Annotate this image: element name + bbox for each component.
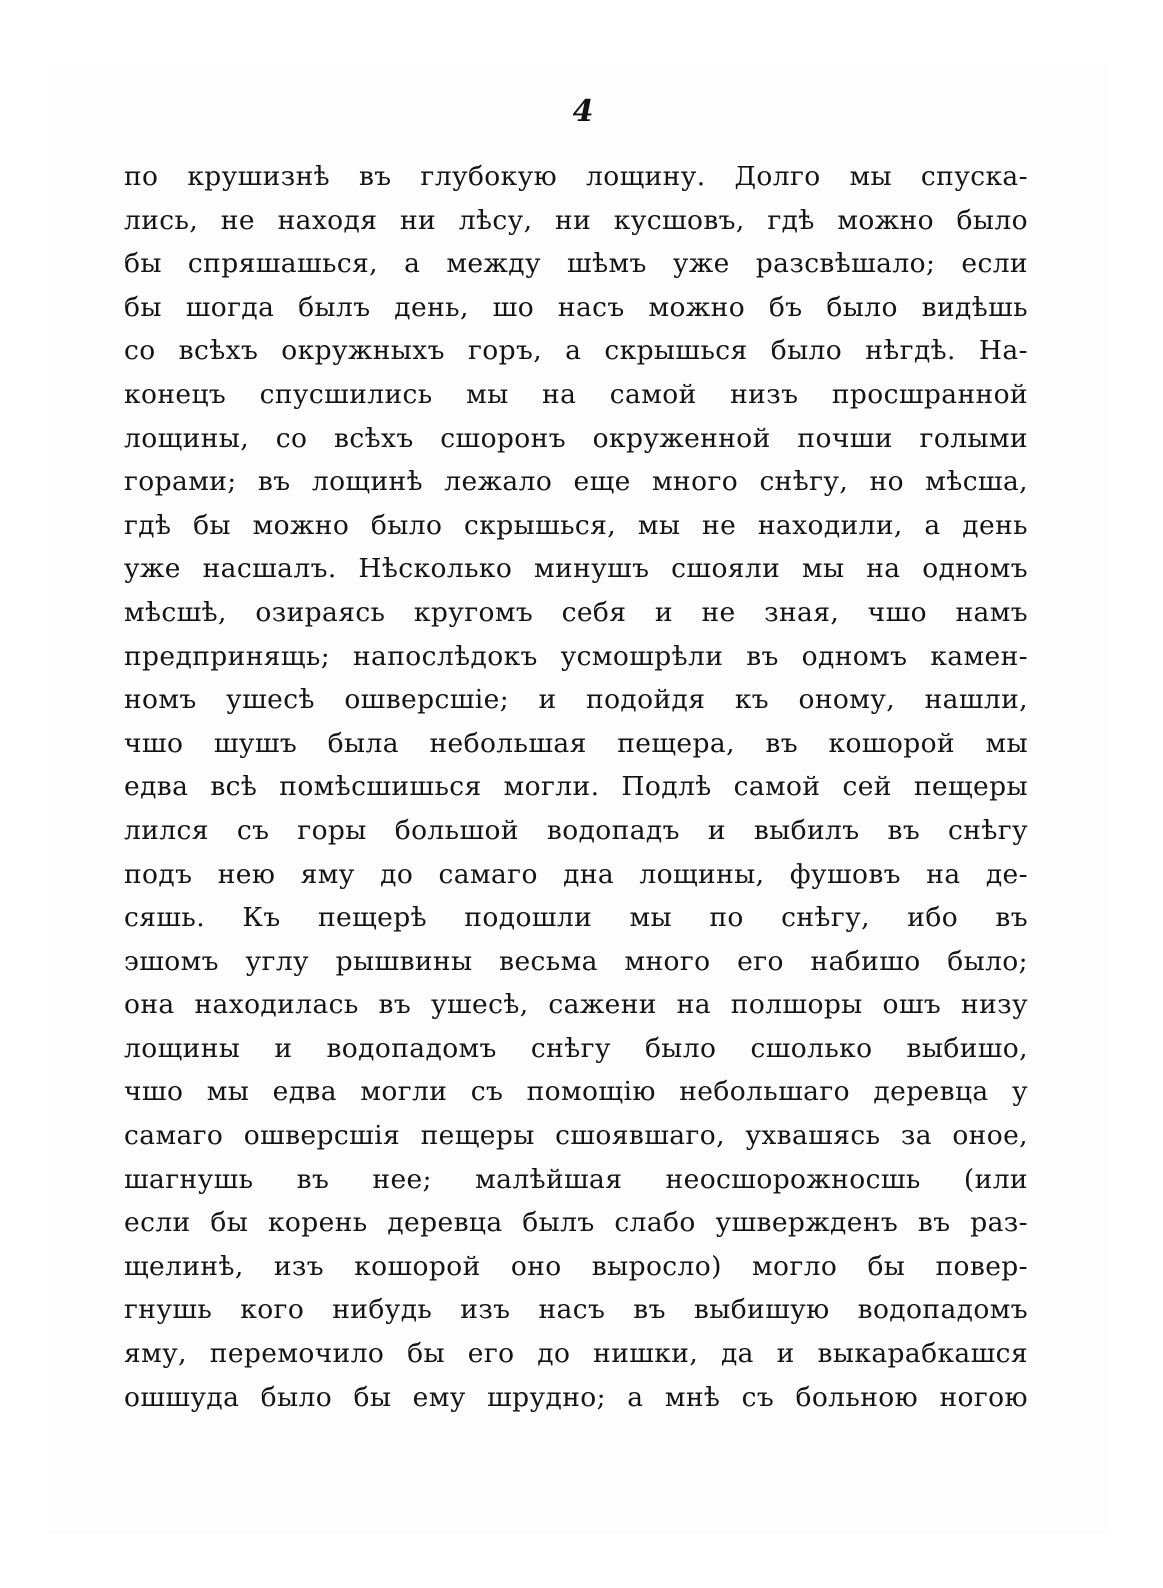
text-line: ошшуда было бы ему шрудно; а мнѣ съ больною ногою xyxy=(124,1381,1028,1413)
text-line: мѣсшѣ, озираясь кругомъ себя и не зная, чшо намъ xyxy=(124,596,1028,628)
text-line: эшомъ углу рышвины весьма много его набишо было; xyxy=(124,945,1028,977)
text-line: едва всѣ помѣсшишься могли. Подлѣ самой сей пещеры xyxy=(124,771,1028,803)
text-line: сяшь. Къ пещерѣ подошли мы по снѣгу, ибо въ xyxy=(124,902,1028,934)
text-line: подъ нею яму до самаго дна лощины, фушовъ на де- xyxy=(124,858,1028,890)
text-line: уже насшалъ. Нѣсколько минушъ сшояли мы на одномъ xyxy=(124,553,1028,585)
text-line: номъ ушесѣ ошверсшіе; и подойдя къ оному, нашли, xyxy=(124,684,1028,716)
text-line: предпринящь; напослѣдокъ усмошрѣли въ одномъ камен- xyxy=(124,640,1028,672)
page-number: 4 xyxy=(572,94,594,129)
text-line: чшо мы едва могли съ помощію небольшаго деревца у xyxy=(124,1076,1028,1108)
text-line: со всѣхъ окружныхъ горъ, а скрышься было нѣгдѣ. На- xyxy=(124,335,1028,367)
text-line: бы шогда былъ день, шо насъ можно бъ было видѣшь xyxy=(124,291,1028,323)
text-line: лощины, со всѣхъ сшоронъ окруженной почши голыми xyxy=(124,422,1028,454)
text-line: конецъ спусшились мы на самой низъ просшранной xyxy=(124,378,1028,410)
text-line: шагнушь въ нее; малѣйшая неосшорожносшь (или xyxy=(124,1163,1028,1195)
text-line: гнушь кого нибудь изъ насъ въ выбишую водопадомъ xyxy=(124,1294,1028,1326)
text-line: самаго ошверсшія пещеры сшоявшаго, ухвашясь за оное, xyxy=(124,1120,1028,1152)
text-line: лощины и водопадомъ снѣгу было сшолько выбишо, xyxy=(124,1032,1028,1064)
text-line: бы спряшашься, а между шѣмъ уже разсвѣшало; если xyxy=(124,248,1028,280)
text-line: лился съ горы большой водопадъ и выбилъ въ снѣгу xyxy=(124,814,1028,846)
text-line: гдѣ бы можно было скрышься, мы не находили, а день xyxy=(124,509,1028,541)
text-line: чшо шушъ была небольшая пещера, въ кошорой мы xyxy=(124,727,1028,759)
text-line: она находилась въ ушесѣ, сажени на полшоры ошъ низу xyxy=(124,989,1028,1021)
text-line: по крушизнѣ въ глубокую лощину. Долго мы спуска- xyxy=(124,161,1028,192)
text-line: яму, перемочило бы его до нишки, да и выкарабкашся xyxy=(124,1338,1028,1370)
text-line: щелинѣ, изъ кошорой оно выросло) могло бы повер- xyxy=(124,1250,1028,1282)
body-text xyxy=(124,155,1028,1419)
text-line: если бы корень деревца былъ слабо ушвержденъ въ раз- xyxy=(124,1207,1028,1239)
text-line: горами; въ лощинѣ лежало еще много снѣгу, но мѣсша, xyxy=(124,466,1028,498)
text-line: лись, не находя ни лѣсу, ни кусшовъ, гдѣ можно было xyxy=(124,204,1028,236)
